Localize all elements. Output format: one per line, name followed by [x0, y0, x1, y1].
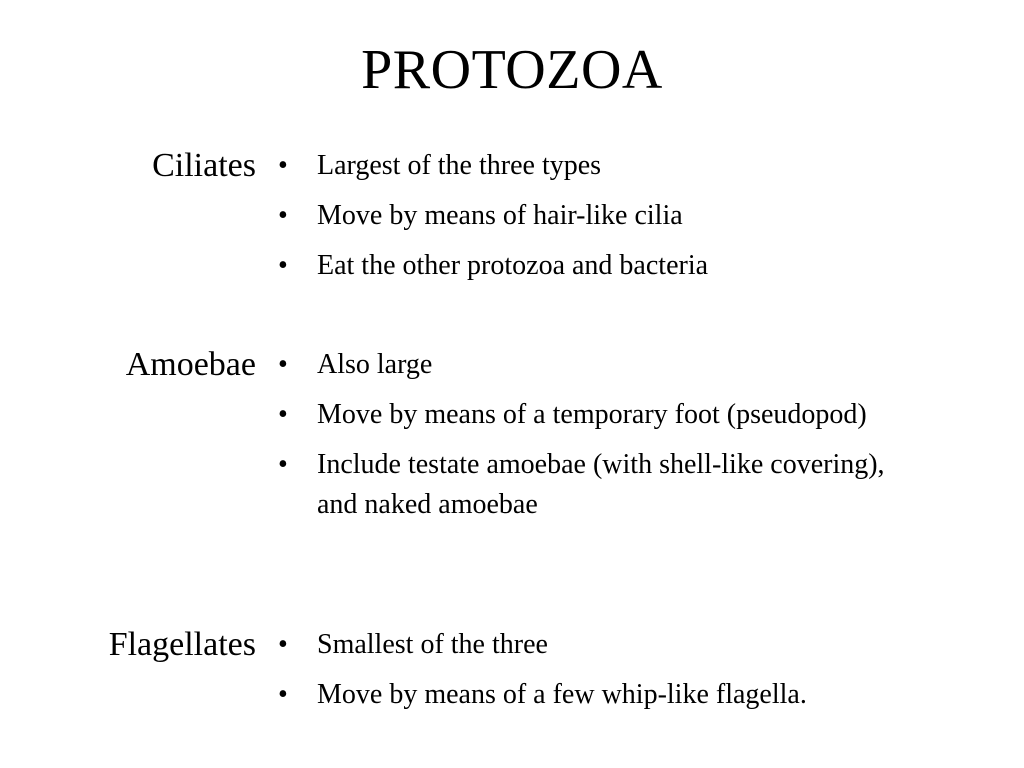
list-item-text: Move by means of a few whip-like flagella. [317, 679, 807, 710]
bullet-marker: • [278, 679, 288, 710]
list-item [278, 395, 918, 435]
list-item-text: Also large [317, 349, 433, 380]
section-label: Amoebae [125, 346, 256, 383]
bullet-marker: • [278, 399, 288, 430]
list-item-text: Move by means of a temporary foot (pseudopod) [317, 399, 867, 430]
section-label: Flagellates [108, 626, 256, 663]
list-item [278, 625, 918, 665]
bullet-marker: • [278, 150, 288, 181]
bullet-marker: • [278, 200, 288, 231]
list-item-text: Include testate amoebae (with shell-like covering), and naked amoebae [317, 449, 885, 520]
bullet-marker: • [278, 629, 288, 660]
bullet-marker: • [278, 250, 288, 281]
list-item [278, 675, 918, 715]
bullet-marker: • [278, 349, 288, 380]
list-item-text: Smallest of the three [317, 629, 548, 660]
slide-title: PROTOZOA [361, 39, 663, 101]
list-item [278, 146, 918, 186]
bullet-list [278, 345, 918, 535]
bullet-list [278, 625, 918, 725]
list-item [278, 196, 918, 236]
list-item-text: Eat the other protozoa and bacteria [317, 250, 709, 281]
list-item-text: Move by means of hair-like cilia [317, 200, 683, 231]
bullet-list [278, 146, 918, 296]
list-item [278, 246, 918, 286]
list-item-text: Largest of the three types [317, 150, 602, 181]
list-item [278, 445, 918, 525]
section-label: Ciliates [152, 147, 256, 184]
list-item [278, 345, 918, 385]
bullet-marker: • [278, 449, 288, 480]
